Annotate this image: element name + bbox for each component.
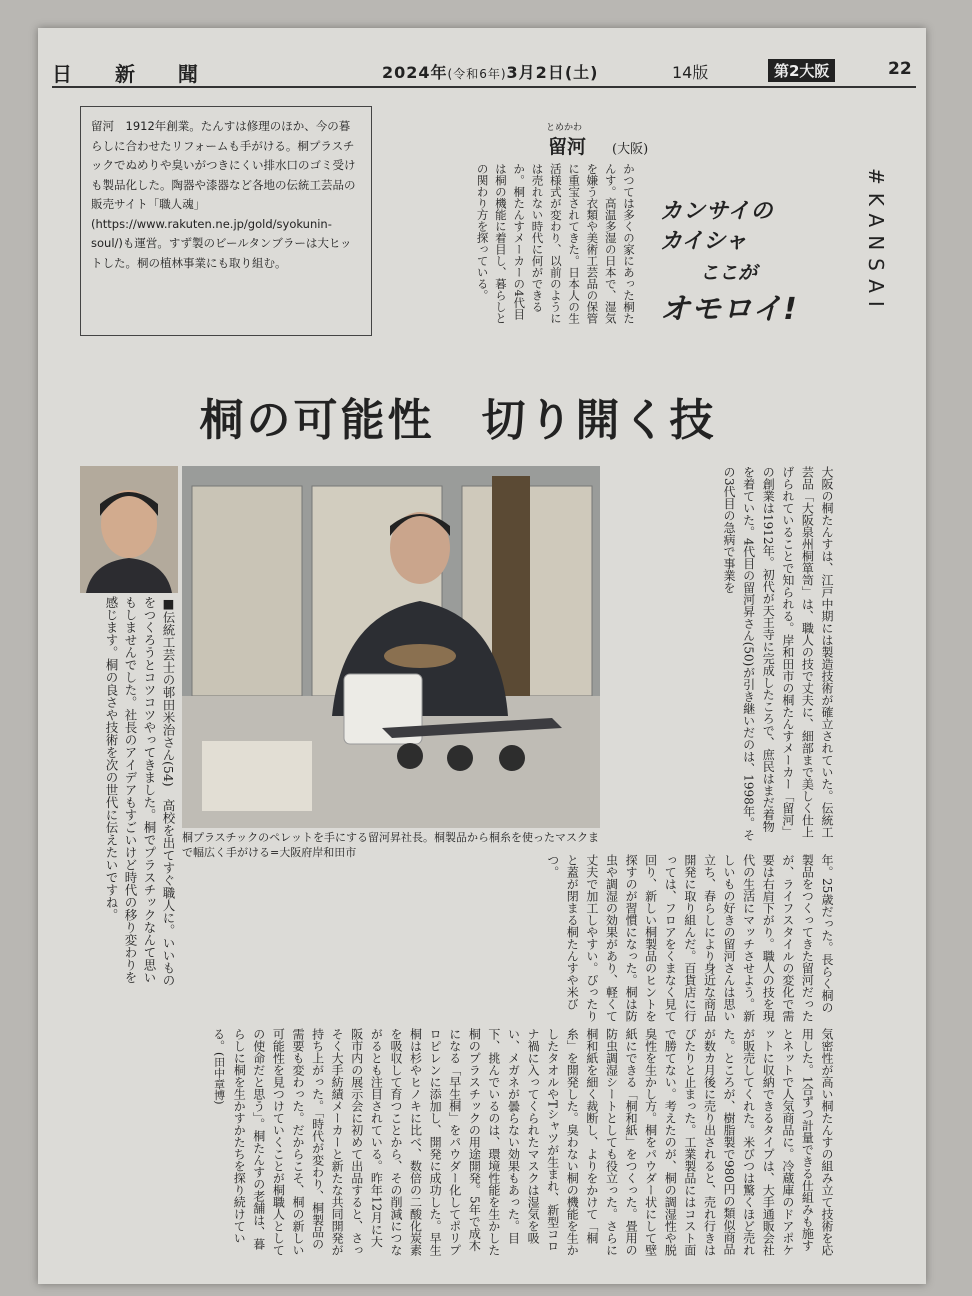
page-number: 22 (888, 59, 912, 79)
artisan-portrait (80, 466, 178, 593)
article-column-3 (58, 1028, 836, 1258)
logo-line-4: オモロイ! (660, 292, 798, 327)
issue-date (382, 60, 598, 83)
masthead (52, 58, 916, 84)
masthead-rule (52, 86, 916, 88)
paper-name: 日 新 聞 (52, 62, 216, 86)
date-era: (令和6年) (447, 67, 507, 81)
photo-illustration (182, 466, 600, 828)
headline: 桐の可能性 切り開く技 (199, 395, 717, 446)
article-column-2: 年。25歳だった。長らく桐の製品をつくってきた留河だったが、ライフスタイルの変化で需要は右肩下がり。職人の技を現代の生活にマッチさせよう。新しいもの好きの留河さんは思い立ち、春らしにより身近な商品開発に取り組んだ。百貨店に行っては、フロアをくまなく見て回り、新しい桐製品のヒントを探すのが習慣になった。桐は防虫や調湿の効果があり、軽くて丈夫で加工しやすい。ぴったりと蓋が閉まる桐たんすや米びつ。 (545, 854, 834, 1022)
logo-line-2: カイシャ (660, 229, 747, 254)
series-logo (660, 194, 820, 330)
company-region: (大阪) (612, 142, 649, 157)
logo-line-1: カンサイの (660, 199, 774, 224)
edition-label: 14版 (672, 63, 709, 82)
article-column-3-text: 気密性が高い桐たんすの組み立て技術を応用した。1合ずつ計量できる仕組みも施すとネットで人気商品に。冷蔵庫のドアポケットに収納できるタイプは、大手通販会社が販売してくれた。米びつは驚くほど売れた。ところが、樹脂製で980円の類似商品が数カ月後に売り出されると、売れ行きはぴたりと止まった。工業製品にはコスト面で勝てない。考えたのが、桐の調湿性や脱臭性を生かし方。桐をパウダー状にして壁紙にできる「桐和紙」をつくった。畳用の防虫調湿シートとしても役立った。さらに桐和紙を細く裁断し、よりをかけて「桐糸」を開発した。臭わない桐の機能を生かしたタオルやTシャツが生まれ、新型コロナ禍に入ってくられたマスクは湿気を吸い、メガネが曇らない効果もあった。目下、挑んでいるのは、環境性能を生かした桐のプラスチックの用途開発。5年で成木になる「早生桐」をパウダー化してポリプロピレンに添加し、開発に成功した。早生桐は杉やヒノキに比べ、数倍の二酸化炭素を吸収して育つことから、その削減につながるとも注目されている。昨年12月に大阪市内の展示会に初めて出品すると、さっそく大手紡績メーカーと新たな共同開発が持ち上がった。「時代が変わり、桐製品の需要も変わった。だからこそ、桐の新しい可能性を見つけていくことが桐職人としての使命だと思う」。桐たんすの老舗は、暮らしに桐を生かすかたちを探り続けている。 (211, 1028, 834, 1256)
section-badge: 第2大阪 (768, 59, 835, 82)
portrait-illustration (80, 466, 178, 593)
date-year: 2024年 (382, 63, 448, 82)
company-name: 留河 (548, 136, 587, 158)
date-day: 3月2日(土) (506, 63, 599, 82)
company-info-text: 留河 1912年創業。たんすは修理のほか、今の暮らしに合わせたリフォームも手がける。桐プラスチックでぬめりや臭いがつきにくい排水口のゴミ受けも製品化した。陶器や漆器など各地の伝統工芸品の販売サイト「職人魂」(https://www.rakuten.ne.jp/gold/syokunin-soul/)も運営。すず製のビールタンブラーは大ヒットした。桐の植林事業にも取り組む。 (91, 119, 356, 270)
artisan-quote: ■伝統工芸士の邨田米治さん(54) 高校を出てすぐ職人に。いいものをつくろうとコツコツやってきました。桐でプラスチックなんて思いもしませんでした。社長のアイデアもすごいけど時代の移り変わりを感じます。桐の良さや技術を次の世代に伝えたいですね。 (104, 596, 176, 987)
byline: (田中章博) (212, 1052, 226, 1105)
hashtag-kansai: #KANSAI (864, 168, 888, 315)
photo-caption: 桐プラスチックのペレットを手にする留河昇社長。桐製品から桐糸を使ったマスクまで幅広く手がける=大阪府岸和田市 (182, 831, 600, 859)
main-photo (182, 466, 600, 828)
article-column-1: 大阪の桐たんすは、江戸中期には製造技術が確立されていた。伝統工芸品「大阪泉州桐箪笥」は、職人の技で丈夫に、細部まで美しく仕上げられていることで知られる。岸和田市の桐たんすメーカー「留河」の創業は1912年。初代が天王寺に完成したころで、庶民はまだ着物を着ていた。4代目の留河昇さん(50)が引き継いだのは、1998年。その3代目の急病で事業を (722, 466, 834, 841)
company-furigana: とめかわ (546, 123, 583, 133)
company-info-box (80, 106, 372, 336)
logo-line-3: ここが (700, 262, 758, 284)
intro-paragraph: かつては多くの家にあった桐たんす。高温多湿の日本で、湿気を嫌う衣類や美術工芸品の保管に重宝されてきた。日本人の生活様式が変わり、以前のようには売れない時代に何ができるか。桐たんすメーカーの4代目は桐の機能に着目し、暮らしとの関わり方を探っている。 (475, 163, 636, 324)
newspaper-page (38, 28, 926, 1284)
